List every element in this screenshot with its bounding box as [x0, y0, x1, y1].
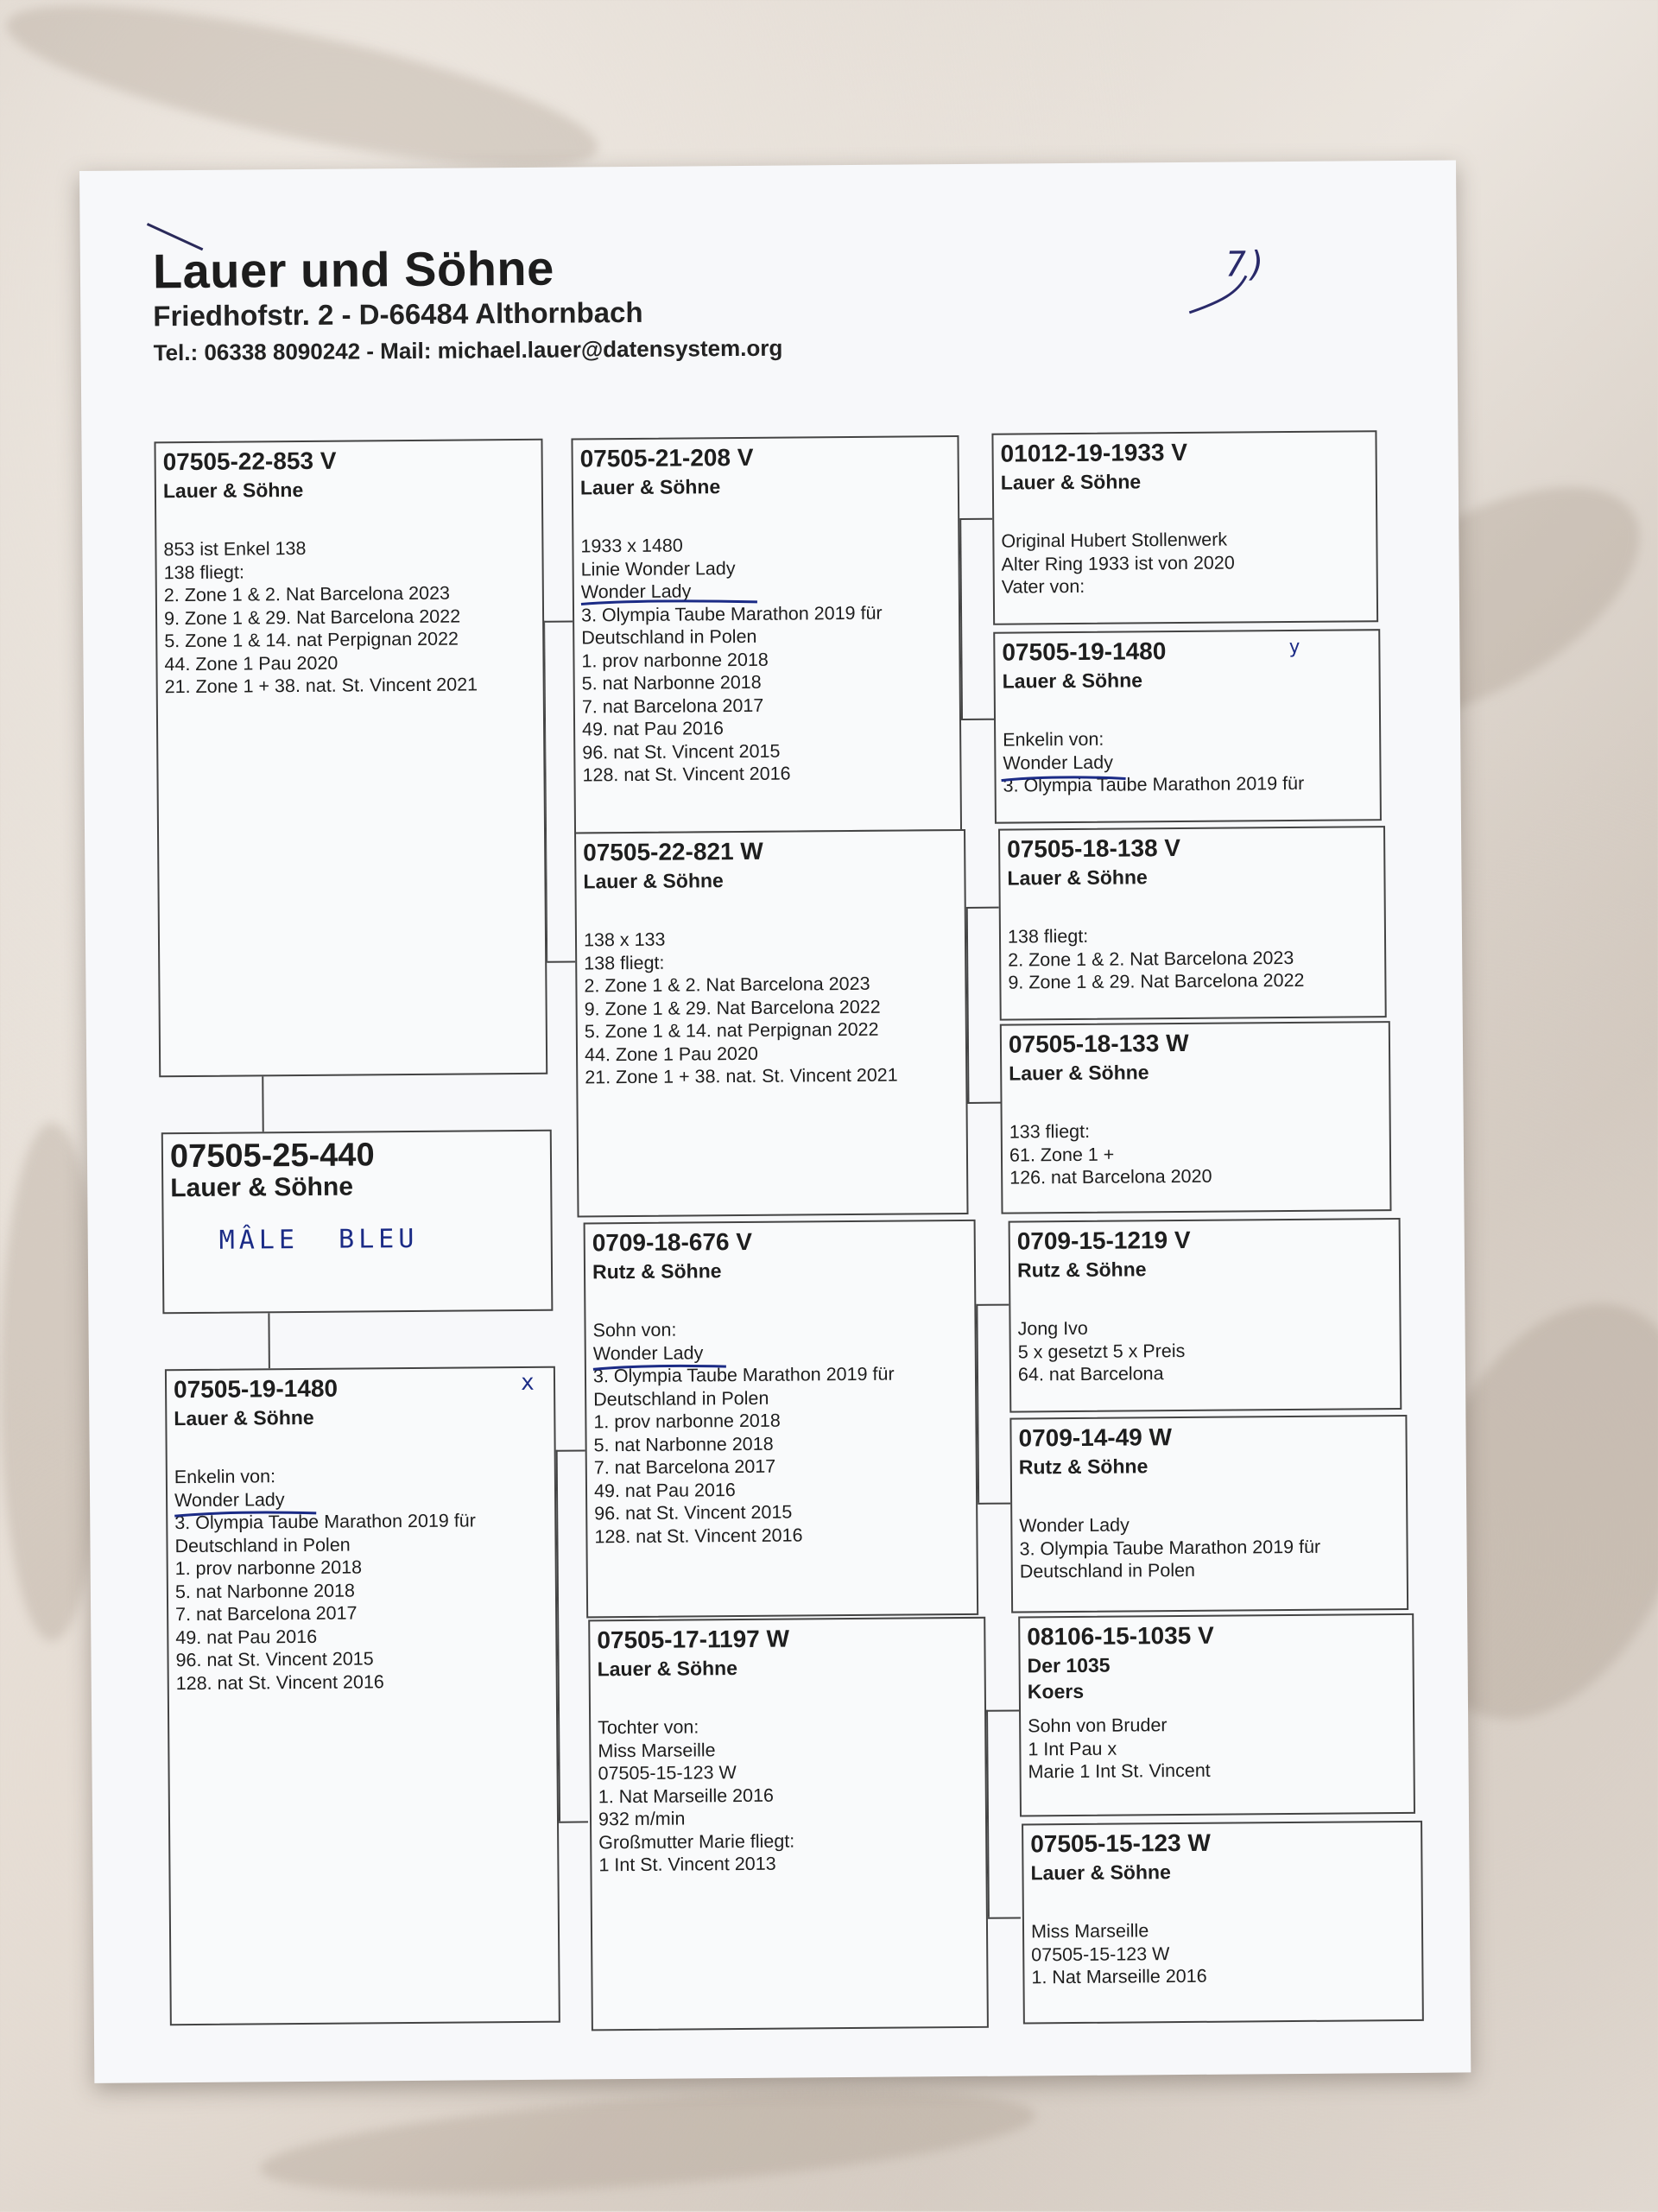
- page-number-mark: [1186, 241, 1281, 320]
- ring-number: 08106-15-1035 V: [1027, 1621, 1214, 1651]
- page-title: Lauer und Söhne: [152, 240, 555, 299]
- ring-number: 07505-17-1197 W: [597, 1625, 790, 1654]
- marble-vein: [257, 2072, 1039, 2212]
- breeder: Lauer & Söhne: [1030, 1860, 1171, 1885]
- ring-number: 07505-18-133 W: [1008, 1029, 1189, 1058]
- handwritten-mark: y: [1288, 636, 1300, 659]
- pedigree-box-grandsire-maternal: [584, 1220, 979, 1619]
- pedigree-box-ggp-7: [1018, 1613, 1415, 1817]
- ring-number: 07505-18-138 V: [1007, 834, 1181, 863]
- ring-number: 07505-15-123 W: [1030, 1829, 1211, 1858]
- connector: [959, 518, 992, 520]
- ring-number: 07505-19-1480: [173, 1374, 339, 1404]
- ring-number: 07505-22-853 V: [162, 447, 337, 476]
- connector: [966, 907, 999, 909]
- pen-underline: [579, 598, 761, 610]
- notes: 138 x 133 138 fliegt: 2. Zone 1 & 2. Nat Barcelona 2023 9. Zone 1 & 29. Nat Barcelona 2022 5. Zone 1 & 14. nat Perpignan 2022 44. Zone 1 Pau 2020 21. Zone 1 + 38. nat. St. Vincent 2021: [583, 929, 898, 1088]
- pen-underline: [173, 1510, 320, 1521]
- handwritten-mark: x: [520, 1369, 535, 1397]
- notes: 853 ist Enkel 138 138 fliegt: 2. Zone 1 & 2. Nat Barcelona 2023 9. Zone 1 & 29. Nat Barcelona 2022 5. Zone 1 & 14. nat Perpignan 2022 44. Zone 1 Pau 2020 21. Zone 1 + 38. nat. St. Vincent 2021: [163, 537, 478, 698]
- breeder: Der 1035 Koers: [1027, 1653, 1111, 1703]
- pedigree-sheet: [79, 160, 1471, 2082]
- ring-number: 07505-19-1480: [1002, 637, 1167, 666]
- pedigree-box-ggp-8: [1022, 1821, 1424, 2025]
- breeder: Lauer & Söhne: [162, 478, 304, 503]
- contact-line: Tel.: 06338 8090242 - Mail: michael.lauer@datensystem.org: [153, 334, 783, 366]
- breeder: Lauer & Söhne: [174, 1405, 314, 1430]
- notes: 133 fliegt: 61. Zone 1 + 126. nat Barcelona 2020: [1009, 1120, 1212, 1188]
- notes: Sohn von Bruder 1 Int Pau x Marie 1 Int St. Vincent: [1028, 1714, 1211, 1783]
- pedigree-box-granddam-paternal: [574, 829, 968, 1218]
- notes: Jong Ivo 5 x gesetzt 5 x Preis 64. nat Barcelona: [1017, 1317, 1186, 1385]
- connector: [262, 1076, 264, 1131]
- pedigree-box-granddam-maternal: [588, 1617, 989, 2031]
- breeder: Lauer & Söhne: [1000, 470, 1142, 494]
- connector: [976, 1304, 1009, 1306]
- pedigree-box-ggp-6: [1009, 1415, 1408, 1613]
- connector: [986, 1710, 1019, 1712]
- breeder: Lauer & Söhne: [1002, 669, 1143, 693]
- pedigree-box-mother: [165, 1366, 560, 2026]
- connector: [961, 719, 994, 720]
- notes: 138 fliegt: 2. Zone 1 & 2. Nat Barcelona 2023 9. Zone 1 & 29. Nat Barcelona 2022: [1007, 925, 1305, 993]
- ring-number: 01012-19-1933 V: [1000, 438, 1188, 467]
- ring-number: 0709-18-676 V: [592, 1227, 753, 1257]
- notes: Tochter von: Miss Marseille 07505-15-123 W 1. Nat Marseille 2016 932 m/min Großmutter Marie fliegt: 1 Int St. Vincent 2013: [598, 1716, 795, 1876]
- notes: Miss Marseille 07505-15-123 W 1. Nat Marseille 2016: [1030, 1920, 1207, 1988]
- pedigree-box-ggp-4: [1000, 1021, 1392, 1214]
- address: Friedhofstr. 2 - D-66484 Althornbach: [153, 295, 643, 333]
- notes: Wonder Lady 3. Olympia Taube Marathon 2019 für Deutschland in Polen: [1019, 1514, 1321, 1582]
- breeder: Rutz & Söhne: [1016, 1258, 1147, 1282]
- connector: [988, 1917, 1021, 1919]
- ring-number: 0709-14-49 W: [1018, 1423, 1173, 1452]
- breeder: Lauer & Söhne: [1007, 865, 1148, 890]
- notes: Enkelin von: Wonder Lady 3. Olympia Taube Marathon 2019 für: [1003, 728, 1305, 796]
- breeder: Lauer & Söhne: [583, 869, 724, 893]
- connector: [543, 621, 573, 623]
- pen-underline: [1000, 774, 1130, 785]
- notes: Original Hubert Stollenwerk Alter Ring 1933 ist von 2020 Vater von:: [1001, 529, 1235, 598]
- notes: 1933 x 1480 Linie Wonder Lady Wonder Lady 3. Olympia Taube Marathon 2019 für Deutschland in Polen 1. prov narbonne 2018 5. nat Narbonne 2018 7. nat Barcelona 2017 49. nat Pau 2016 96. nat St. Vincent 2015 128. nat St. Vincent 2016: [580, 535, 883, 786]
- connector: [556, 1449, 585, 1451]
- breeder: Rutz & Söhne: [1018, 1455, 1149, 1479]
- connector: [546, 961, 575, 963]
- notes: Enkelin von: Wonder Lady 3. Olympia Taube Marathon 2019 für Deutschland in Polen 1. prov narbonne 2018 5. nat Narbonne 2018 7. nat Barcelona 2017 49. nat Pau 2016 96. nat St. Vincent 2015 128. nat St. Vincent 2016: [174, 1466, 476, 1694]
- notes: Sohn von: Wonder Lady 3. Olympia Taube Marathon 2019 für Deutschland in Polen 1. prov narbonne 2018 5. nat Narbonne 2018 7. nat Barcelona 2017 49. nat Pau 2016 96. nat St. Vincent 2015 128. nat St. Vincent 2016: [592, 1319, 895, 1547]
- connector: [559, 1821, 588, 1822]
- page-number-text: 7): [1225, 244, 1268, 285]
- ring-number: 07505-22-821 W: [583, 837, 763, 866]
- pedigree-box-grandsire-paternal: [571, 435, 962, 834]
- ring-number: 07505-21-208 V: [579, 443, 754, 472]
- pedigree-box-ggp-2: [993, 629, 1382, 824]
- pedigree-box-subject: [161, 1130, 554, 1315]
- breeder: Lauer & Söhne: [579, 475, 721, 499]
- pedigree-box-ggp-3: [998, 826, 1387, 1021]
- pen-underline: [592, 1363, 730, 1374]
- breeder: Lauer & Söhne: [170, 1172, 354, 1203]
- ring-number: 0709-15-1219 V: [1016, 1226, 1191, 1255]
- pedigree-box-ggp-5: [1009, 1218, 1402, 1413]
- connector: [978, 1503, 1010, 1505]
- connector: [268, 1313, 270, 1368]
- pedigree-box-ggp-1: [991, 430, 1378, 624]
- breeder: Rutz & Söhne: [592, 1259, 722, 1283]
- ring-number: 07505-25-440: [169, 1137, 375, 1176]
- handwritten-note: MÂLE BLEU: [218, 1223, 419, 1256]
- connector: [967, 1102, 1000, 1104]
- pedigree-box-father: [154, 439, 547, 1078]
- breeder: Lauer & Söhne: [597, 1657, 738, 1681]
- breeder: Lauer & Söhne: [1009, 1061, 1149, 1085]
